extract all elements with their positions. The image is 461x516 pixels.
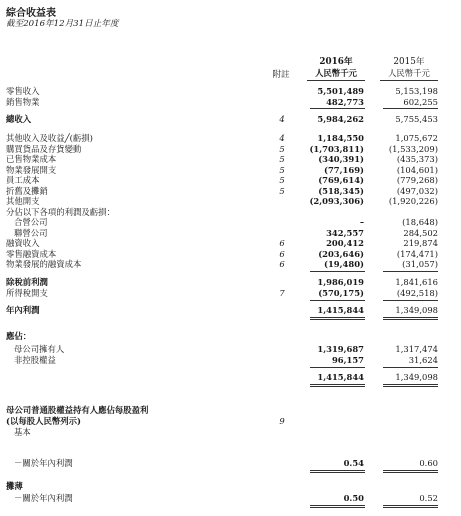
row-label: 已售物業成本 <box>6 154 57 164</box>
value-2015: 1,349,098 <box>395 305 438 315</box>
row-label: 聯營公司 <box>14 227 48 238</box>
row-attributable-heading <box>0 331 461 342</box>
value-2016: 0.50 <box>343 493 364 503</box>
row-note: 4 <box>279 133 285 143</box>
value-2015: 5,755,453 <box>395 114 438 124</box>
rule-attrib-2016 <box>310 367 365 368</box>
row-depreciation <box>0 186 461 197</box>
value-2015: 1,075,672 <box>395 133 438 143</box>
row-eps-unit <box>0 416 461 427</box>
row-share-of-profits-heading <box>0 207 461 218</box>
value-2016: 1,415,844 <box>317 372 364 382</box>
rule-diluted-a-2016 <box>310 505 365 506</box>
rule-basic-a-2016 <box>310 470 365 471</box>
rule-attrib-under-b-2016 <box>310 386 365 387</box>
row-basic-eps <box>0 458 461 469</box>
row-retail-finance-costs <box>0 249 461 260</box>
row-label: 其他收入及收益╱(虧損) <box>6 133 93 143</box>
row-note: 4 <box>279 114 285 124</box>
value-2016: (2,093,306) <box>309 196 364 206</box>
rule-basic-b-2015 <box>383 472 438 473</box>
header-2016 <box>305 57 367 79</box>
row-label: －關於年內利潤 <box>14 458 73 468</box>
row-property-dev-expenses <box>0 165 461 176</box>
value-2016: 5,501,489 <box>317 86 364 96</box>
rule-revenue-2016 <box>310 108 365 109</box>
header-2015-unit: 人民幣千元 <box>388 68 430 78</box>
row-diluted-eps <box>0 493 461 504</box>
row-label: 零售收入 <box>6 86 40 96</box>
value-2016: 1,986,019 <box>317 277 364 287</box>
rule-pbt-2016 <box>310 271 365 272</box>
value-2016: 1,184,550 <box>317 133 364 143</box>
row-label: 合營公司 <box>14 217 48 227</box>
row-retail-revenue <box>0 86 461 97</box>
value-2015: (18,648) <box>402 217 438 227</box>
header-rule-2015 <box>380 80 438 81</box>
row-attributable-total <box>0 372 461 383</box>
rule-attrib-under-a-2016 <box>310 384 365 385</box>
value-2016: 0.54 <box>343 458 364 468</box>
row-note: 9 <box>279 416 285 426</box>
value-2015: 1,317,474 <box>395 344 438 354</box>
row-staff-costs <box>0 175 461 186</box>
row-cost-properties-sold <box>0 154 461 165</box>
row-label: 攤薄 <box>6 481 23 491</box>
row-label: 基本 <box>14 427 31 437</box>
statement-subtitle: 截至2016年12月31日止年度 <box>6 19 119 29</box>
row-label: 總收入 <box>6 114 32 124</box>
row-label: 折舊及攤銷 <box>6 185 48 196</box>
row-label: 銷售物業 <box>6 96 40 107</box>
row-label: 分佔以下各項的利潤及虧損： <box>6 206 115 217</box>
value-2015: (104,601) <box>396 164 438 175</box>
row-label: 零售融資成本 <box>6 248 57 259</box>
rule-profit-under-b-2016 <box>310 319 365 320</box>
value-2015: 1,349,098 <box>395 372 438 382</box>
row-note: 6 <box>279 259 285 269</box>
row-non-controlling <box>0 355 461 366</box>
row-label: 購買貨品及存貨變動 <box>6 143 82 154</box>
header-2015 <box>378 57 440 79</box>
row-note: 5 <box>279 185 285 196</box>
rule-basic-a-2015 <box>383 470 438 471</box>
row-profit-for-year <box>0 305 461 316</box>
row-note: 5 <box>279 154 285 164</box>
rule-attrib-under-b-2015 <box>383 386 438 387</box>
row-label: 物業發展開支 <box>6 164 57 175</box>
value-2015: 5,153,198 <box>395 86 438 96</box>
row-label: 物業發展的融資成本 <box>6 259 82 269</box>
row-label: －關於年內利潤 <box>14 493 73 503</box>
rule-profit-under-a-2016 <box>310 317 365 318</box>
header-2015-year: 2015年 <box>393 57 425 67</box>
row-label: 除稅前利潤 <box>6 277 48 287</box>
row-basic-heading <box>0 427 461 438</box>
rule-pbt-2015 <box>383 271 438 272</box>
row-label: (以每股人民幣列示) <box>6 416 81 426</box>
value-2015: (31,057) <box>402 259 438 269</box>
value-2015: (174,471) <box>396 248 438 259</box>
value-2015: 31,624 <box>408 354 438 365</box>
value-2016: 96,157 <box>331 354 364 365</box>
statement-title: 綜合收益表 <box>6 8 56 19</box>
header-rule-2016 <box>307 80 365 81</box>
rule-profit-under-b-2015 <box>383 319 438 320</box>
row-label: 母公司擁有人 <box>14 344 65 354</box>
header-note: 附註 <box>272 70 290 80</box>
value-2016: 1,415,844 <box>317 305 364 315</box>
row-property-sales <box>0 97 461 108</box>
value-2016: 1,319,687 <box>317 344 364 354</box>
row-note: 5 <box>279 175 285 185</box>
row-note: 6 <box>279 238 285 248</box>
row-property-finance-costs <box>0 259 461 270</box>
row-profit-before-tax <box>0 277 461 288</box>
rule-diluted-b-2016 <box>310 507 365 508</box>
row-other-income <box>0 133 461 144</box>
row-total-revenue <box>0 114 461 125</box>
row-label: 母公司普通股權益持有人應佔每股盈利 <box>6 405 149 415</box>
row-owners-of-parent <box>0 344 461 355</box>
value-2015: (435,373) <box>396 154 438 164</box>
value-2016: (203,646) <box>318 248 364 259</box>
value-2015: 602,255 <box>403 96 438 107</box>
value-2015: (779,268) <box>396 175 438 185</box>
row-purchases <box>0 144 461 155</box>
header-2016-year: 2016年 <box>319 57 353 67</box>
value-2015: (1,920,226) <box>388 196 438 206</box>
rule-revenue-2015 <box>383 108 438 109</box>
row-label: 年內利潤 <box>6 305 40 315</box>
value-2015: 219,874 <box>403 238 438 248</box>
value-2016: (769,614) <box>318 175 364 185</box>
value-2016: (518,345) <box>318 185 364 196</box>
row-label: 其他開支 <box>6 196 40 206</box>
value-2015: 0.52 <box>419 493 438 503</box>
rule-profit-2015 <box>383 300 438 301</box>
rule-basic-b-2016 <box>310 472 365 473</box>
row-note: 6 <box>279 248 285 259</box>
rule-attrib-2015 <box>383 367 438 368</box>
rule-diluted-b-2015 <box>383 507 438 508</box>
value-2015: (492,518) <box>396 287 438 298</box>
value-2016: 5,984,262 <box>317 114 364 124</box>
rule-attrib-under-a-2015 <box>383 384 438 385</box>
header-2016-unit: 人民幣千元 <box>315 68 357 78</box>
value-2016: (77,169) <box>324 164 364 175</box>
value-2015: 284,502 <box>403 227 438 238</box>
row-label: 融資收入 <box>6 238 40 248</box>
row-diluted-heading <box>0 481 461 492</box>
row-note: 5 <box>279 143 285 154</box>
row-note: 7 <box>279 287 285 298</box>
row-label: 非控股權益 <box>14 354 56 365</box>
row-joint-ventures <box>0 217 461 228</box>
rule-diluted-a-2015 <box>383 505 438 506</box>
value-2016: – <box>359 217 364 227</box>
value-2016: (1,703,811) <box>309 143 364 154</box>
row-finance-income <box>0 238 461 249</box>
value-2016: (19,480) <box>324 259 364 269</box>
value-2015: 1,841,616 <box>395 277 438 287</box>
value-2016: 482,773 <box>326 96 364 107</box>
row-note: 5 <box>279 164 285 175</box>
row-associates <box>0 228 461 239</box>
value-2015: 0.60 <box>419 458 438 468</box>
rule-profit-2016 <box>310 300 365 301</box>
row-label: 員工成本 <box>6 175 40 185</box>
value-2016: (340,391) <box>318 154 364 164</box>
row-income-tax <box>0 288 461 299</box>
rule-profit-under-a-2015 <box>383 317 438 318</box>
value-2015: (497,032) <box>396 185 438 196</box>
value-2015: (1,533,209) <box>388 143 438 154</box>
row-label: 所得稅開支 <box>6 287 48 298</box>
value-2016: 200,412 <box>326 238 364 248</box>
row-label: 應佔： <box>6 331 32 341</box>
value-2016: (570,175) <box>318 287 364 298</box>
row-other-expenses <box>0 196 461 207</box>
value-2016: 342,557 <box>326 227 364 238</box>
